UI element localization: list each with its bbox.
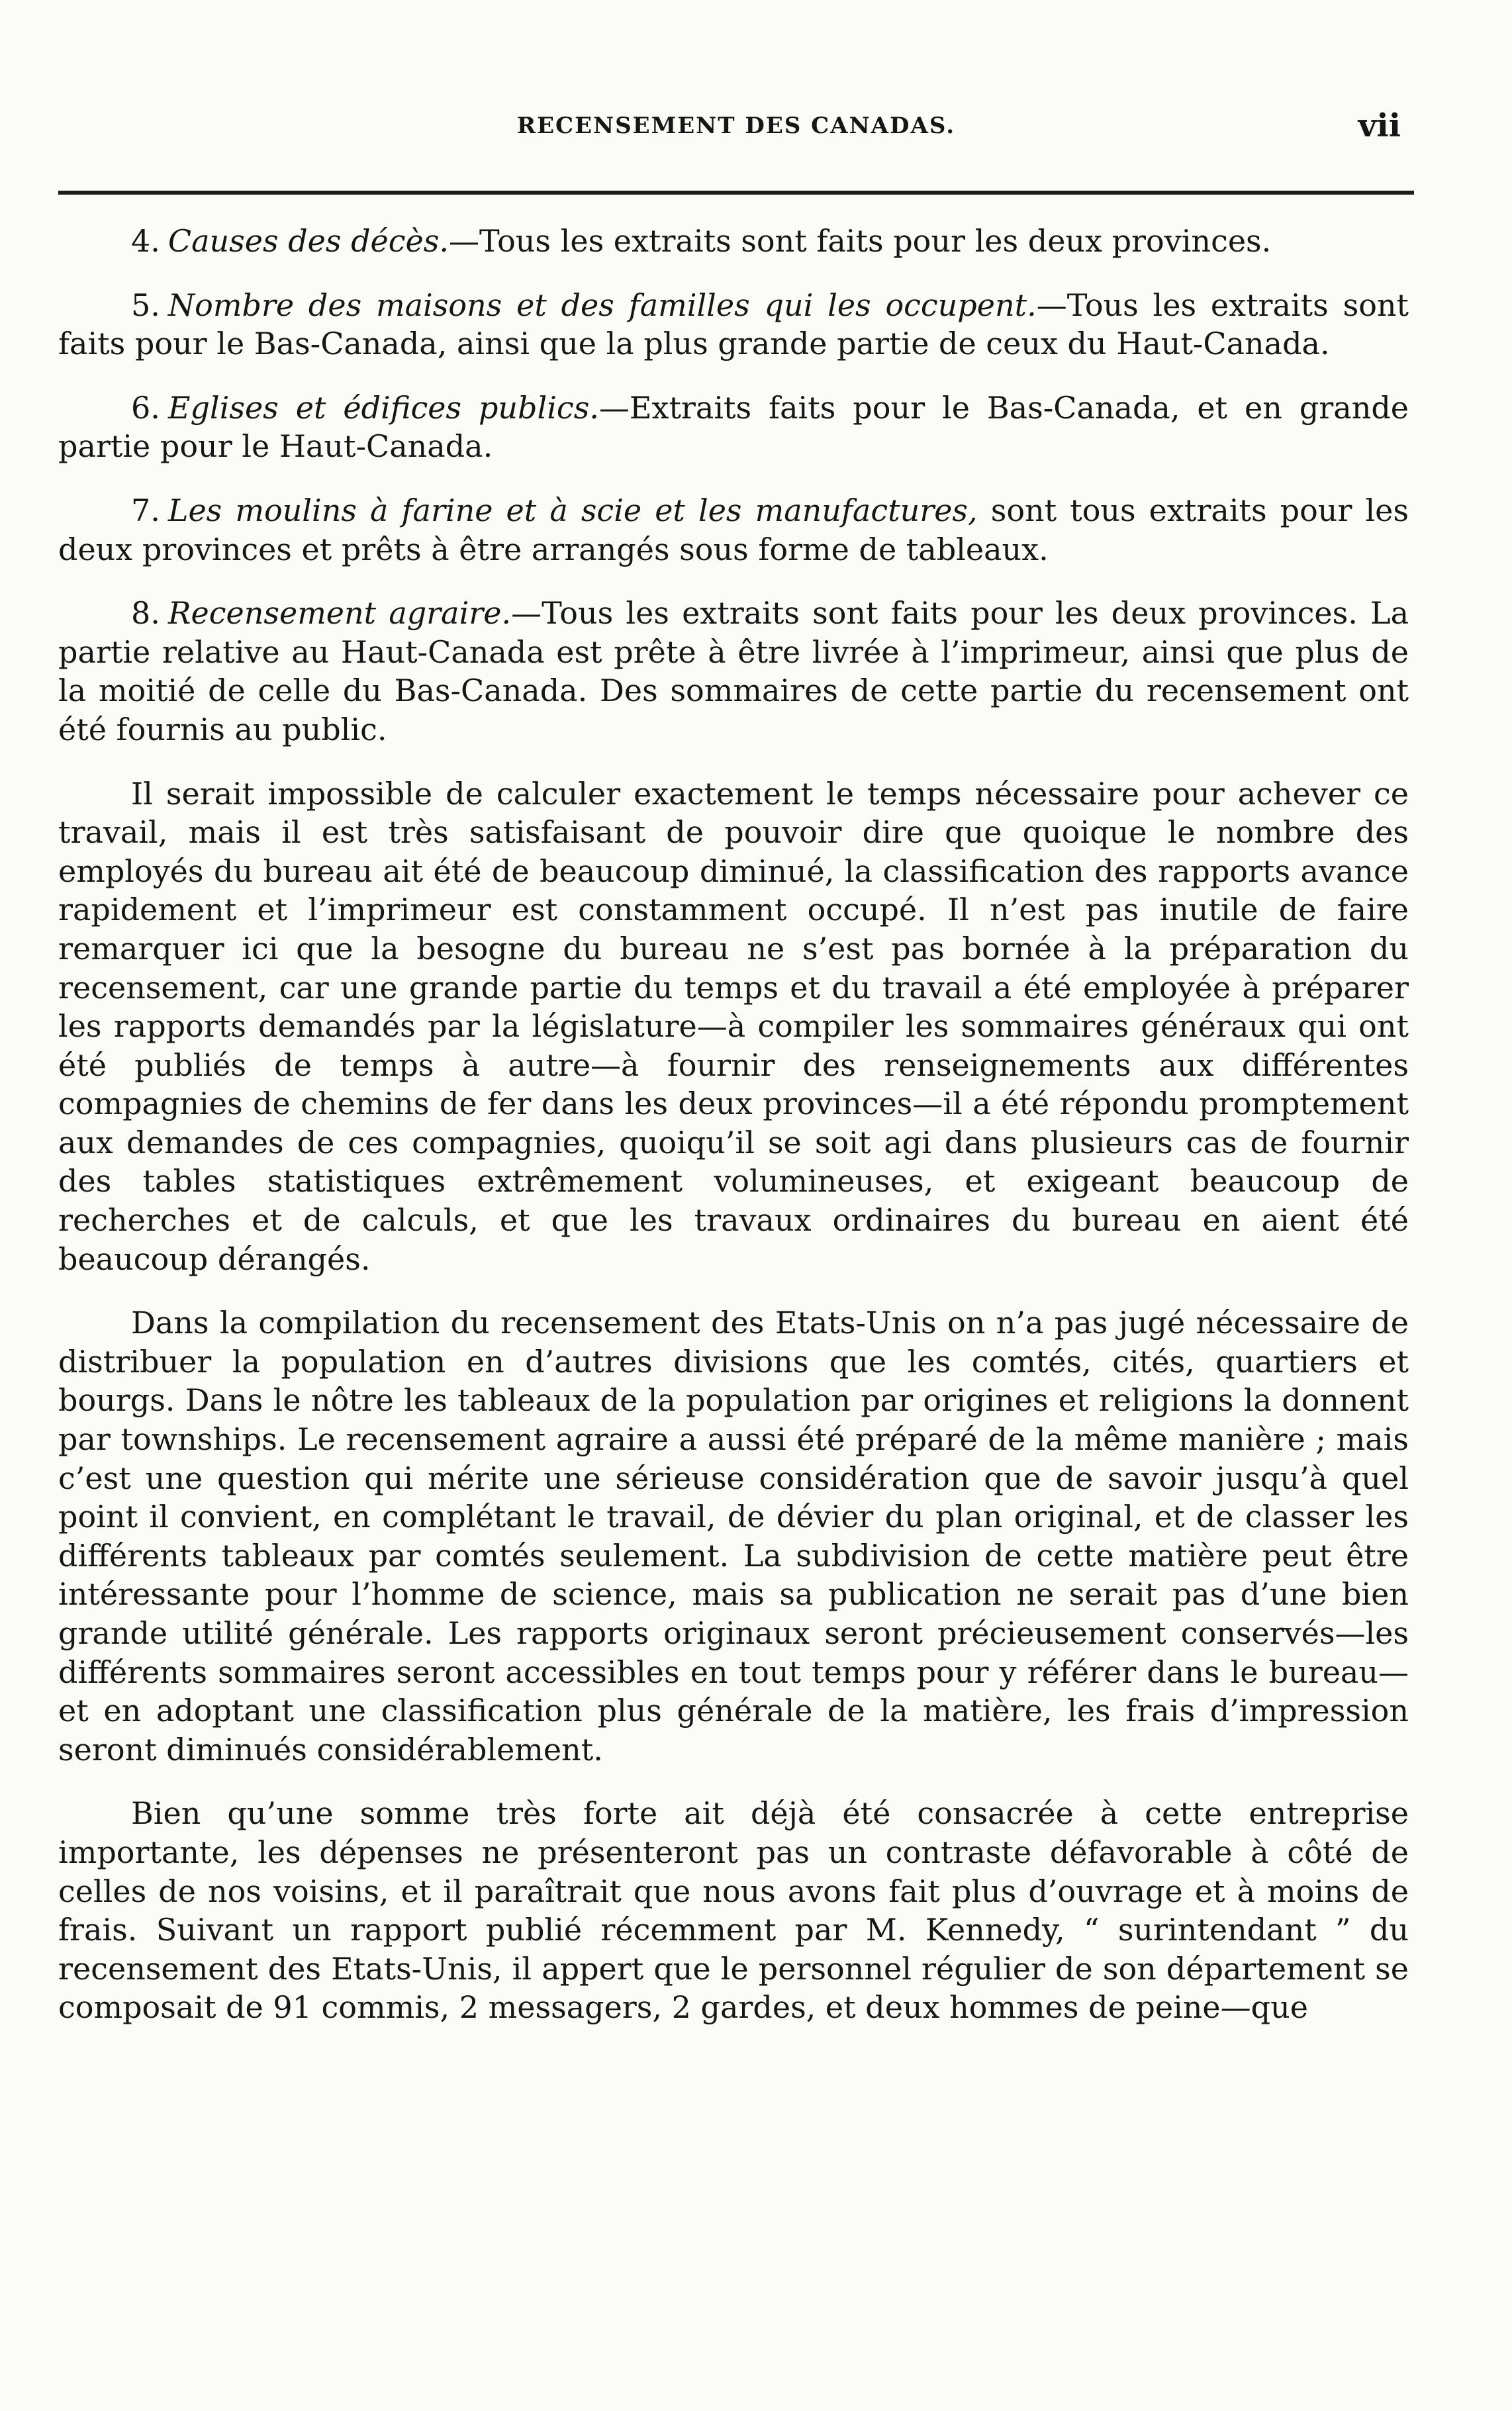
running-title: RECENSEMENT DES CANADAS. [516, 113, 956, 139]
body-text [58, 222, 1409, 2052]
item-title: Causes des décès. [167, 223, 449, 259]
document-page [58, 0, 1414, 2411]
list-item [58, 222, 1409, 261]
list-item [58, 286, 1409, 363]
item-title: Nombre des maisons et des familles qui les occupent. [167, 287, 1037, 323]
list-item [58, 389, 1409, 466]
item-text: —Tous les extraits sont faits pour les deux provinces. [448, 223, 1272, 259]
item-text: —Tous les extraits sont faits pour les deux provinces. La partie relative au Haut-Canada est prête à être livrée à l’imprimeur, ainsi que plus de la moitié de celle du Bas-Canada. Des sommaires de cette partie du recensement ont été fournis au public. [58, 595, 1409, 747]
list-item [58, 594, 1409, 749]
item-number: 8. [131, 595, 160, 632]
item-number: 5. [131, 287, 160, 323]
item-text: sont tous extraits pour les deux provinces et prêts à être arrangés sous forme de tableaux. [58, 492, 1409, 567]
item-title: Eglises et édifices publics. [167, 389, 599, 426]
body-paragraph: Il serait impossible de calculer exactement le temps nécessaire pour achever ce travail, mais il est très satisfaisant de pouvoir dire que quoique le nombre des employés du bureau ait été de beaucoup diminué, la classification des rapports avance rapidement et l’imprimeur est constamment occupé. Il n’est pas inutile de faire remarquer ici que la besogne du bureau ne s’est pas bornée à la préparation du recensement, car une grande partie du temps et du travail a été employée à préparer les rapports demandés par la législature—à compiler les sommaires généraux qui ont été publiés de temps à autre—à fournir des renseignements aux différentes compagnies de chemins de fer dans les deux provinces—il a été répondu promptement aux demandes de ces compagnies, quoiqu’il se soit agi dans plusieurs cas de fournir des tables statistiques extrêmement volumineuses, et exigeant beaucoup de recherches et de calculs, et que les travaux ordinaires du bureau en aient été beaucoup dérangés. [58, 775, 1409, 1277]
item-number: 7. [131, 492, 160, 528]
item-title: Recensement agraire. [167, 595, 512, 632]
body-paragraph: Dans la compilation du recensement des Etats-Unis on n’a pas jugé nécessaire de distribuer la population en d’autres divisions que les comtés, cités, quartiers et bourgs. Dans le nôtre les tableaux de la population par origines et religions la donnent par townships. Le recensement agraire a aussi été préparé de la même manière ; mais c’est une question qui mérite une sérieuse considération que de savoir jusqu’à quel point il convient, en complétant le travail, de dévier du plan original, et de classer les différents tableaux par comtés seulement. La subdivision de cette matière peut être intéressante pour l’homme de science, mais sa publication ne serait pas d’une bien grande utilité générale. Les rapports originaux seront précieusement conservés—les différents sommaires seront accessibles en tout temps pour y référer dans le bureau—et en adoptant une classification plus générale de la matière, les frais d’impression seront diminués considérablement. [58, 1305, 1409, 1768]
item-text: —Extraits faits pour le Bas-Canada, et en grande partie pour le Haut-Canada. [58, 389, 1409, 465]
body-paragraph: Bien qu’une somme très forte ait déjà été consacrée à cette entreprise importante, les dépenses ne présenteront pas un contraste défavorable à côté de celles de nos voisins, et il paraîtrait que nous avons fait plus d’ouvrage et à moins de frais. Suivant un rapport publié récemment par M. Kennedy, “ surintendant ” du recensement des Etats-Unis, il appert que le personnel régulier de son département se composait de 91 commis, 2 messagers, 2 gardes, et deux hommes de peine—que [58, 1795, 1409, 2026]
item-text: —Tous les extraits sont faits pour le Bas-Canada, ainsi que la plus grande partie de ceux du Haut-Canada. [58, 287, 1409, 362]
list-item [58, 491, 1409, 569]
page-number: vii [1358, 107, 1401, 144]
item-title: Les moulins à farine et à scie et les manufactures, [167, 492, 978, 528]
item-number: 4. [131, 223, 160, 259]
page-header [58, 107, 1414, 152]
item-number: 6. [131, 389, 160, 426]
header-rule [58, 191, 1414, 195]
